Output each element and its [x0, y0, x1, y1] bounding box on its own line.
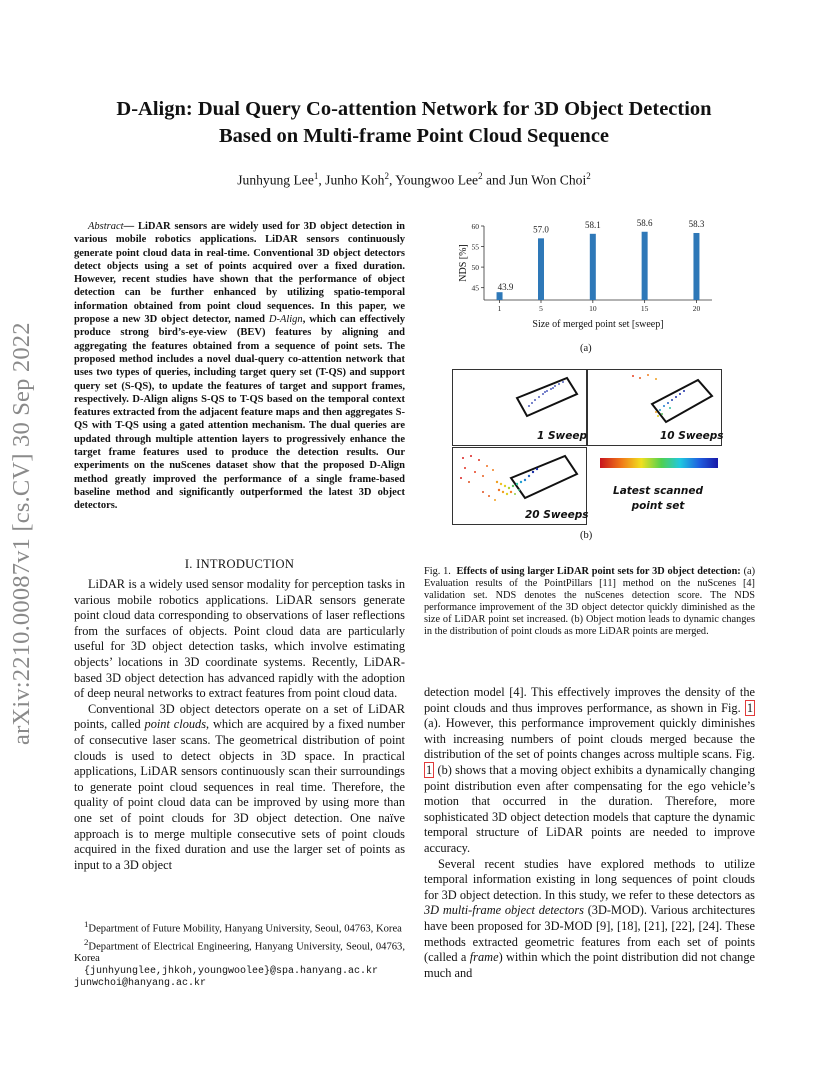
author-affiliation: 2 [478, 171, 483, 181]
intro-right-column [424, 685, 755, 981]
footnote-mark: 1 [84, 919, 89, 929]
colorbar-label [596, 484, 720, 514]
bar [642, 232, 648, 300]
footnote-text: Department of Future Mobility, Hanyang University, Seoul, 04763, Korea [88, 923, 402, 935]
time-colorbar [600, 458, 718, 468]
paragraph: LiDAR is a widely used sensor modality for perception tasks in various mobile robotics applications. LiDAR sensors generate point cloud data corresponding to observations of laser reflections from the surfaces of objects. Point cloud data are particularly useful for 3D object detection tasks, which involve estimating objects’ locations in 3D coordinate systems. Recently, LiDAR-based 3D object detection has advanced rapidly with the adoption of deep neural networks to extract features from point cloud data. [74, 577, 405, 701]
panel-10-sweeps [587, 369, 722, 446]
author-name: Junhyung Lee [237, 172, 314, 188]
data-label: 58.3 [688, 218, 705, 229]
author-name: Youngwoo Lee [395, 172, 479, 188]
footnote-email[interactable]: junwchoi@hanyang.ac.kr [74, 977, 207, 989]
x-tick-label: 20 [692, 304, 701, 313]
section-heading: I. INTRODUCTION [184, 557, 295, 571]
emphasis: 3D multi-frame object detectors [424, 903, 584, 918]
x-tick-label: 10 [589, 304, 597, 313]
bounding-box [652, 380, 712, 422]
y-tick-label: 60 [471, 222, 479, 231]
abstract-method-name: D-Align [268, 314, 303, 326]
y-tick-label: 55 [471, 242, 479, 252]
figure-link[interactable]: 1 [426, 762, 433, 777]
y-axis-label: NDS [%] [458, 244, 469, 282]
panel-label-20-sweeps: 20 Sweeps [525, 509, 589, 521]
caption-label: Fig. 1. [424, 566, 451, 577]
footnote-2 [74, 936, 405, 966]
author-separator: , [318, 172, 326, 188]
text-run: , which are acquired by a fixed number of consecutive laser scans. The geometrical distribution of point clouds is used to detect objects in 3D space. In practical applications, LiDAR sensors continuously scan their surroundings to generate point cloud sequences in real time. Therefore, the quality of point cloud data can be improved by using more than one set of point clouds for 3D object detection. One naïve approach is to merge multiple consecutive sets of point clouds acquired in the fixed duration and use the larger set of points as input to a 3D object [74, 717, 405, 872]
title-line-1: D-Align: Dual Query Co-attention Network for 3D Object Detection [116, 98, 712, 120]
author-affiliation: 1 [313, 171, 319, 181]
x-tick-label: 1 [497, 304, 502, 313]
paragraph [74, 702, 405, 874]
footnote-mark: 2 [84, 936, 89, 947]
abstract-label: Abstract [88, 221, 124, 232]
emphasis: frame [469, 950, 499, 965]
bar [538, 238, 544, 300]
colorbar-label-line-1: Latest scanned [613, 485, 703, 497]
y-tick-label: 50 [471, 263, 479, 273]
text-run: ) within which the point distribution did not change much and [424, 950, 755, 980]
panel-label-10-sweeps: 10 Sweeps [660, 430, 724, 442]
paragraph [424, 857, 755, 982]
text-run: (a). However, this performance improvement quickly diminishes with increasing numbers of point clouds merged because the distribution of the set of points changes across multiple scans. Fig. [424, 716, 755, 762]
figure-caption [424, 566, 755, 637]
author-separator: , [388, 172, 396, 188]
bounding-box [511, 456, 577, 498]
abstract-dash: — [123, 221, 135, 232]
x-axis-label: Size of merged point set [sweep] [532, 319, 664, 330]
author-list [60, 171, 768, 189]
bar [497, 292, 503, 300]
author-name: Junho Koh [325, 172, 385, 188]
abstract [74, 220, 405, 513]
caption-title: Effects of using larger LiDAR point sets for 3D object detection: [456, 566, 741, 577]
lidar-points [632, 374, 685, 417]
bar [693, 233, 699, 300]
footnote-email[interactable]: {junhyunglee,jhkoh,youngwoolee}@spa.hanyang.ac.kr [84, 965, 379, 977]
intro-left-column [74, 577, 405, 873]
footnote-text: Department of Electrical Engineering, Hanyang University, Seoul, 04763, Korea [74, 941, 405, 965]
x-tick-label: 5 [539, 304, 543, 313]
text-run: (b) shows that a moving object exhibits a dynamically changing point distribution even after compensating for the ego vehicle’s motion that occurred in the duration. Therefore, more sophisticated 3D object detection models that capture the dynamic temporal structure of LiDAR points are needed to improve accuracy. [424, 762, 755, 855]
author-affiliation: 2 [586, 171, 591, 181]
data-label: 58.1 [584, 219, 601, 230]
bounding-box [517, 378, 577, 416]
caption-text: (a) Evaluation results of the PointPillars [11] method on the nuScenes [4] validation set. NDS denotes the nuScenes detection score. The NDS performance improvement of the 3D object detector quickly diminished as the size of LiDAR point set increased. (b) Object motion leads to dynamic changes in the distribution of point clouds as more LiDAR points are merged. [424, 566, 755, 637]
footnotes [74, 918, 405, 990]
data-label: 57.0 [533, 224, 549, 235]
text-run: detection model [4]. This effectively improves the density of the point clouds and thus improves performance, as shown in Fig. [424, 685, 755, 715]
lidar-points [460, 455, 538, 501]
abstract-text: , which can effectively produce strong bird’s-eye-view (BEV) features by aligning and aggregating the features obtained from a sequence of point sets. The proposed method includes a novel dual-query co-attention network that uses two types of queries, including target query set (T-QS) and support query set (S-QS), to update the features of target and support frames, respectively. D-Align aligns S-QS to T-QS based on the temporal context features extracted from the adjacent feature maps and then aggregates S-QS with T-QS using a gated attention mechanism. The dual queries are updated through multiple attention layers to progressively enhance the target frame features used to produce the detection results. Our experiments on the nuScenes dataset show that the proposed D-Align method greatly improved the performance of a single frame-based baseline method and significantly outperformed the latest 3D object detectors. [74, 314, 406, 512]
text-run: Conventional 3D object detectors operate on a set of LiDAR points, called [74, 701, 405, 732]
panel-label-1-sweep: 1 Sweep [537, 430, 587, 442]
author-separator: and [482, 172, 510, 188]
emphasis: point clouds [144, 717, 207, 732]
paper-title [60, 96, 768, 150]
figure-link[interactable]: 1 [746, 700, 753, 715]
subfigure-a-label: (a) [580, 343, 592, 354]
footnote-1 [74, 918, 405, 936]
author-affiliation: 2 [384, 171, 389, 181]
bar [590, 234, 596, 300]
panel-20-sweeps [452, 447, 587, 525]
author-name: Jun Won Choi [509, 172, 587, 188]
subfigure-b-label: (b) [580, 530, 593, 541]
abstract-text: LiDAR sensors are widely used for 3D object detection in various mobile robotics applications. LiDAR sensors continuously generate point cloud data in real-time. Conventional 3D object detectors detect objects using a set of points acquired over a fixed duration. However, recent studies have shown that the performance of object detection can be further enhanced by utilizing spatio-temporal information obtained from point cloud sequences. In this paper, we propose a new 3D object detector, named [74, 221, 405, 326]
text-run: Several recent studies have explored methods to utilize temporal information existing in long sequences of point clouds for 3D object detection. In this study, we refer to these detectors as [424, 856, 755, 902]
nds-bar-chart [428, 218, 728, 338]
arxiv-identifier: arXiv:2210.00087v1 [cs.CV] 30 Sep 2022 [8, 322, 35, 745]
text-run: (3D-MOD). Various architectures have been proposed for 3D-MOD [9], [18], [21], [22], [24]. These methods extracted geometric features from each set of points (called a [424, 903, 755, 965]
x-tick-label: 15 [640, 304, 649, 313]
data-label: 58.6 [636, 218, 653, 228]
y-tick-label: 45 [471, 283, 479, 293]
panel-1-sweep [452, 369, 587, 446]
data-label: 43.9 [497, 282, 514, 293]
paragraph [424, 685, 755, 857]
colorbar-label-line-2: point set [631, 500, 685, 512]
title-line-2: Based on Multi-frame Point Cloud Sequence [218, 125, 610, 147]
